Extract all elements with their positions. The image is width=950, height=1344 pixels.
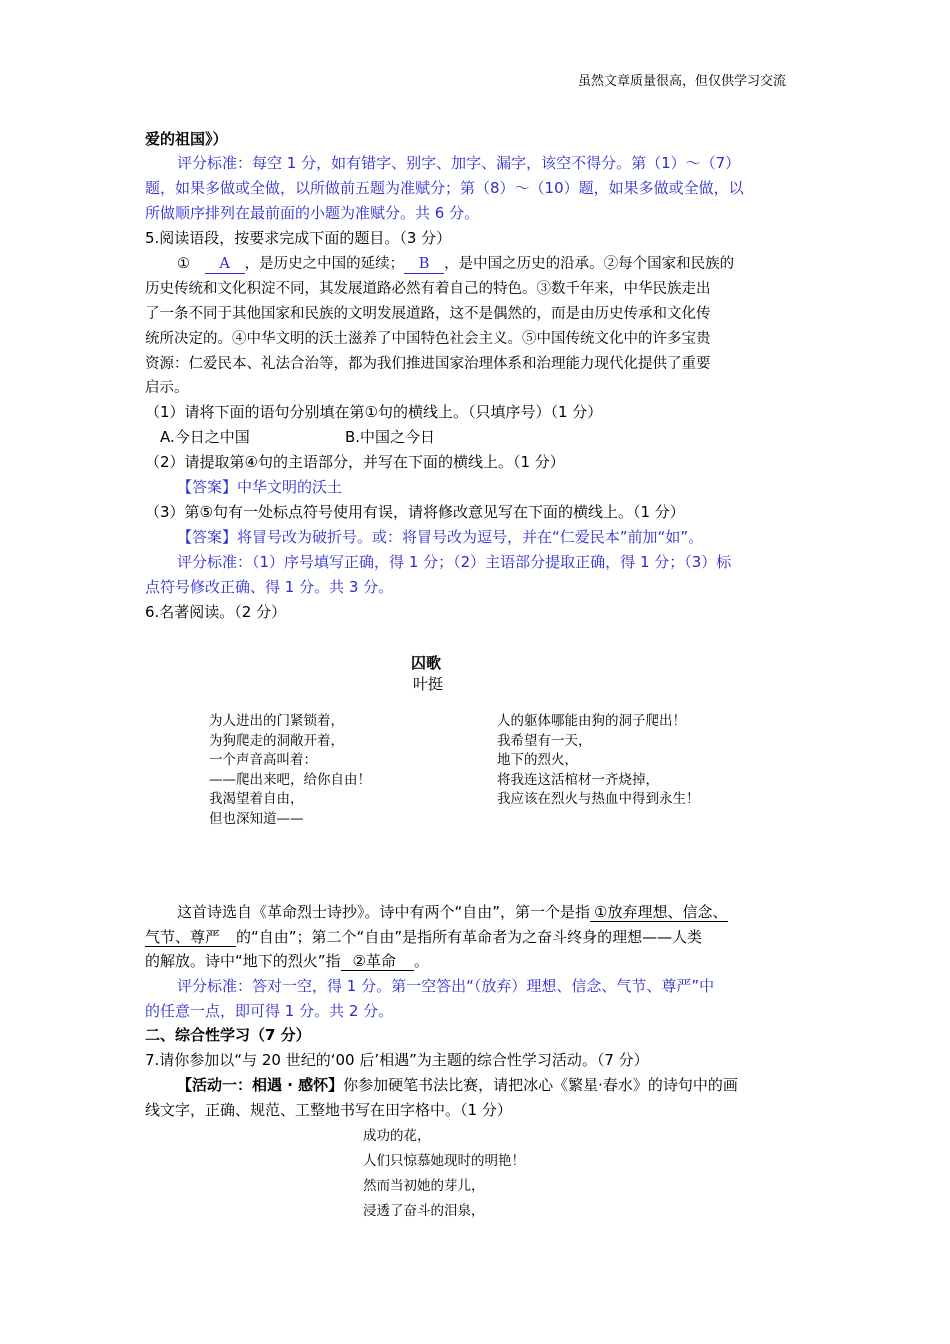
q6-para-line-2 [145, 925, 702, 950]
q7-title: 7.请你参加以“与 20 世纪的‘00 后’相遇”为主题的综合性学习活动。（7 分） [145, 1051, 649, 1069]
q6-para-end: 。 [414, 952, 430, 970]
poem-line: 我希望有一天， [497, 732, 592, 749]
q4-scoring-line-2: 题，如果多做或全做，以所做前五题为准赋分；第（8）～（10）题，如果多做或全做，以 [145, 179, 744, 197]
poem-line: 但也深知道—— [209, 810, 304, 827]
poem-line: 一个声音高叫着： [209, 752, 317, 768]
poem-left-column [209, 712, 371, 829]
q5-answer3: 【答案】将冒号改为破折号。或：将冒号改为逗号，并在“仁爱民本”前加“如”。 [177, 528, 704, 546]
poem-line: 人们只惊慕她现时的明艳！ [363, 1153, 525, 1169]
q5-passage-line: 了一条不同于其他国家和民族的文明发展道路，这不是偶然的，而是由历史传承和文化传 [145, 306, 711, 322]
poem-line: 然而当初她的芽儿， [363, 1178, 485, 1194]
q5-line1-mid: ，是历史之中国的延续； [244, 256, 405, 272]
q5-scoring-line-2: 点符号修改正确、得 1 分。共 3 分。 [145, 578, 394, 596]
q6-para-text: 的解放。诗中“地下的烈火”指 [145, 952, 341, 970]
q5-passage-line: 资源：仁爱民本、礼法合治等，都为我们推进国家治理体系和治理能力现代化提供了重要 [145, 356, 711, 372]
header-note: 虽然文章质量很高，但仅供学习交流 [578, 74, 787, 89]
poem-title: 囚歌 [411, 654, 442, 672]
q7-activity-line-1 [177, 1073, 738, 1098]
q5-passage-line: 启示。 [145, 380, 189, 396]
q5-line1-rest: ，是中国之历史的沿承。②每个国家和民族的 [444, 256, 735, 272]
q5-option-b: B.中国之今日 [345, 428, 436, 446]
poem-author: 叶挺 [413, 675, 444, 693]
q5-scoring-line-1: 评分标准：（1）序号填写正确，得 1 分；（2）主语部分提取正确，得 1 分；（3）标 [177, 553, 732, 571]
q5-blank-b: B [404, 255, 444, 274]
q5-sub1: （1）请将下面的语句分别填在第①句的横线上。（只填序号）（1 分） [145, 403, 603, 421]
q6-para-line-1 [177, 900, 728, 925]
q5-option-a: A.今日之中国 [160, 428, 250, 446]
q5-sub2: （2）请提取第④句的主语部分，并写在下面的横线上。（1 分） [145, 453, 565, 471]
q4-scoring-line-1: 评分标准：每空 1 分，如有错字、别字、加字、漏字，该空不得分。第（1）～（7） [177, 154, 741, 172]
poem-line: 浸透了奋斗的泪泉， [363, 1203, 485, 1219]
activity-text: 你参加硬笔书法比赛，请把冰心《繁星·春水》的诗句中的画 [343, 1076, 738, 1094]
q5-passage-line: 历史传统和文化积淀不同，其发展道路必然有着自己的特色。③数千年来，中华民族走出 [145, 281, 711, 297]
q6-blank-1b: 气节、尊严 [145, 928, 236, 947]
q5-passage-line-1 [177, 252, 734, 277]
poem-line: 人的躯体哪能由狗的洞子爬出！ [497, 713, 686, 729]
q7-poem [363, 1124, 525, 1224]
activity-label: 【活动一：相遇 · 感怀】 [177, 1076, 344, 1094]
q6-para-line-3 [145, 949, 429, 974]
q5-answer2: 【答案】中华文明的沃土 [177, 478, 343, 496]
q6-title: 6.名著阅读。（2 分） [145, 603, 287, 621]
poem-line: 地下的烈火， [497, 752, 578, 768]
section-heading: 二、综合性学习（7 分） [145, 1026, 311, 1044]
q6-scoring-line-2: 的任意一点，即可得 1 分。共 2 分。 [145, 1002, 394, 1020]
q6-para-text: 这首诗选自《革命烈士诗抄》。诗中有两个“自由”，第一个是指 [177, 903, 591, 921]
poem-line: 为人进出的门紧锁着， [209, 713, 344, 729]
poem-line: 为狗爬走的洞敞开着， [209, 732, 344, 749]
poem-line: 成功的花， [363, 1128, 431, 1144]
q5-passage-line: 统所决定的。④中华文明的沃土滋养了中国特色社会主义。⑤中国传统文化中的许多宝贵 [145, 331, 711, 347]
q6-para-text: 的“自由”；第二个“自由”是指所有革命者为之奋斗终身的理想——人类 [236, 928, 703, 946]
q5-circle-num: ① [177, 256, 190, 272]
poem-line: ——爬出来吧，给你自由！ [209, 771, 371, 788]
poem-right-column [497, 712, 700, 810]
q5-blank-a: A [205, 255, 245, 274]
q5-title: 5.阅读语段，按要求完成下面的题目。（3 分） [145, 229, 452, 247]
q6-blank-1a: ①放弃理想、信念、 [590, 903, 727, 922]
q4-tail-text: 爱的祖国》） [145, 130, 228, 148]
poem-line: 我渴望着自由， [209, 791, 304, 807]
q5-sub3: （3）第⑤句有一处标点符号使用有误，请将修改意见写在下面的横线上。（1 分） [145, 503, 685, 521]
q6-scoring-line-1: 评分标准：答对一空，得 1 分。第一空答出“（放弃）理想、信念、气节、尊严”中 [177, 977, 715, 995]
poem-line: 将我连这活棺材一齐烧掉， [497, 771, 659, 788]
q4-scoring-line-3: 所做顺序排列在最前面的小题为准赋分。共 6 分。 [145, 204, 480, 222]
poem-line: 我应该在烈火与热血中得到永生！ [497, 791, 700, 807]
q6-blank-2: ②革命 [341, 952, 414, 971]
q7-activity-line-2: 线文字，正确、规范、工整地书写在田字格中。（1 分） [145, 1101, 512, 1119]
